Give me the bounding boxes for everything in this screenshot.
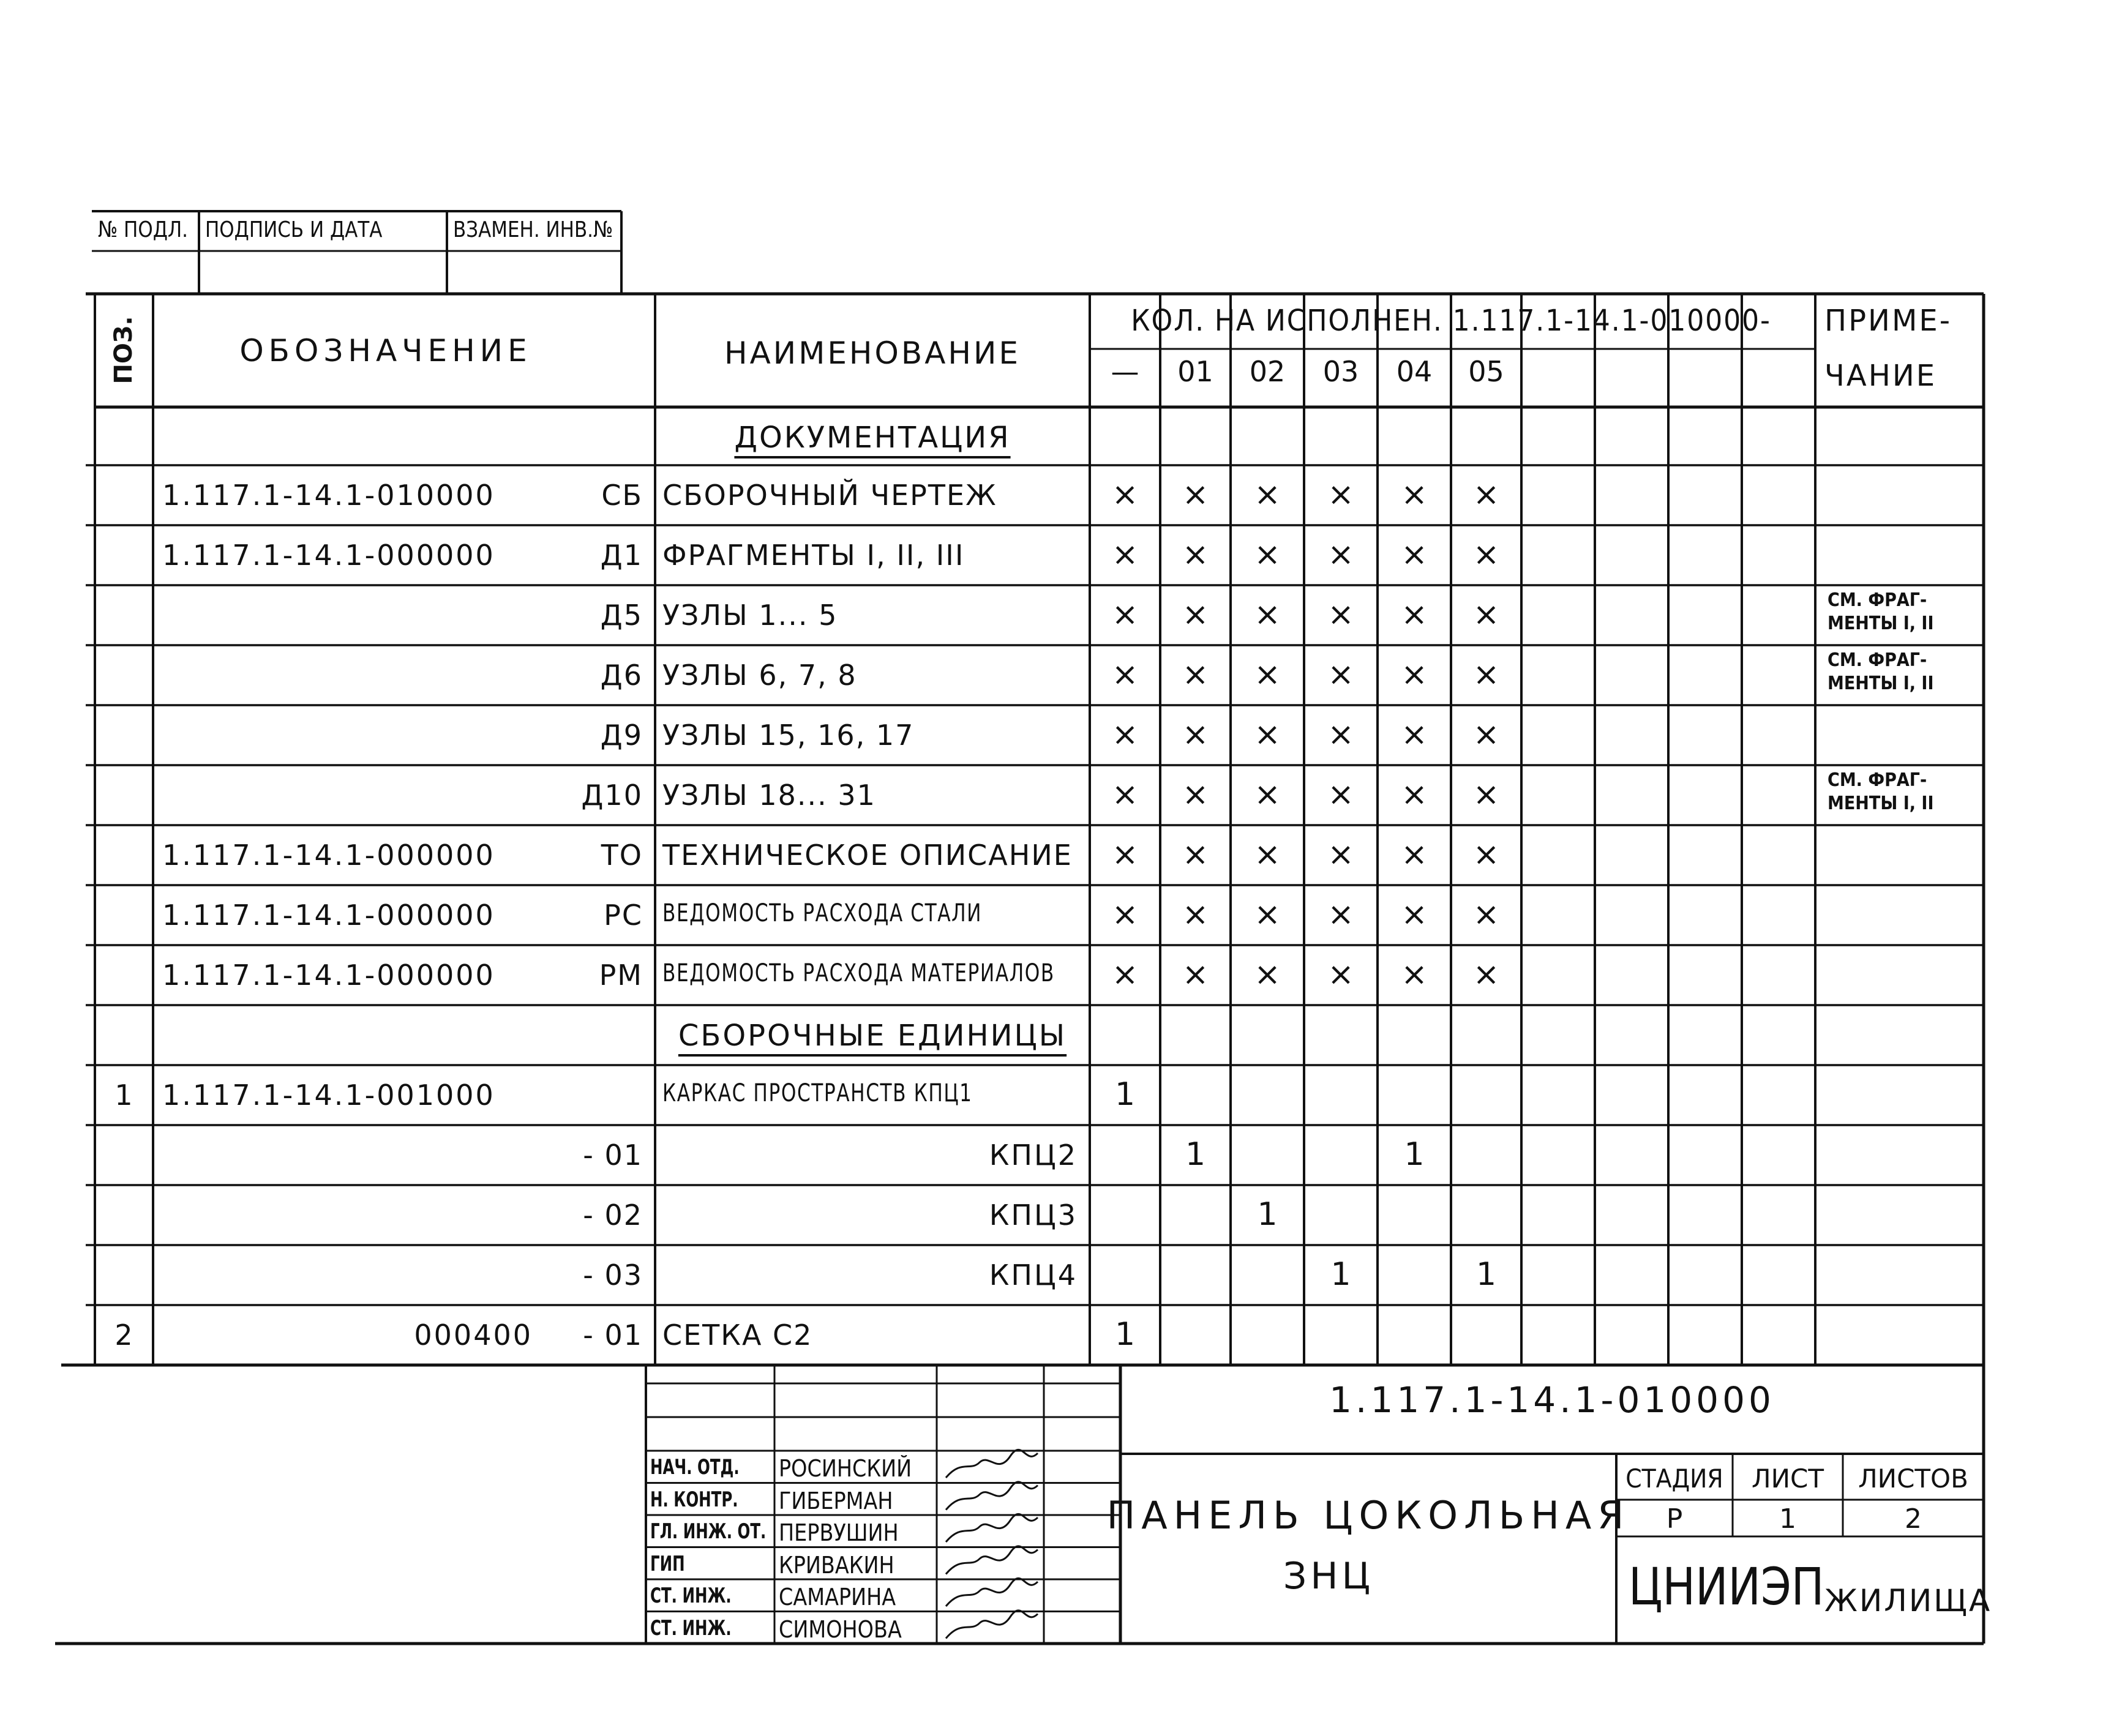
row-designation: 1.117.1-14.1-001000 (162, 1079, 495, 1112)
qty-cell: × (1254, 536, 1281, 573)
variant-header: 02 (1249, 355, 1286, 388)
name-header: НАИМЕНОВАНИЕ (724, 335, 1021, 371)
qty-cell: × (1182, 776, 1209, 813)
qty-cell: × (1182, 956, 1209, 993)
row-code: Д9 (600, 719, 643, 752)
signer-name: ГИБЕРМАН (779, 1487, 893, 1514)
designation-header: ОБОЗНАЧЕНИЕ (239, 333, 532, 369)
row-note: МЕНТЫ I, II (1828, 673, 1934, 694)
qty-cell: × (1111, 476, 1139, 513)
qty-cell: × (1472, 836, 1500, 873)
qty-header: КОЛ. НА ИСПОЛНЕН. 1.117.1-14.1-010000- (1131, 304, 1771, 338)
qty-cell: × (1401, 716, 1428, 753)
row-name: КПЦ4 (989, 1259, 1078, 1292)
qty-cell: × (1254, 476, 1281, 513)
row-name: КПЦ2 (989, 1139, 1078, 1172)
qty-cell: × (1472, 956, 1500, 993)
qty-cell: 1 (1475, 1256, 1497, 1293)
row-name: УЗЛЫ 15, 16, 17 (662, 719, 915, 752)
qty-cell: × (1182, 896, 1209, 933)
signer-name: САМАРИНА (779, 1584, 896, 1611)
row-code: - 03 (583, 1259, 643, 1292)
sheet-value: 1 (1779, 1503, 1796, 1535)
row-designation: 000400 (414, 1319, 533, 1352)
qty-cell: × (1472, 896, 1500, 933)
signer-role: ГЛ. ИНЖ. ОТ. (650, 1519, 767, 1544)
row-code: Д5 (600, 599, 643, 632)
qty-cell: × (1111, 836, 1139, 873)
qty-cell: × (1401, 896, 1428, 933)
qty-cell: × (1472, 476, 1500, 513)
stamp-label: № ПОДЛ. (98, 217, 189, 242)
signer-role: СТ. ИНЖ. (650, 1615, 732, 1641)
qty-cell: 1 (1114, 1076, 1136, 1113)
row-name: ДОКУМЕНТАЦИЯ (734, 421, 1011, 455)
drawing-title: ПАНЕЛЬ ЦОКОЛЬНАЯ (1106, 1493, 1630, 1538)
qty-cell: × (1182, 836, 1209, 873)
row-code: - 01 (583, 1319, 643, 1352)
row-code: Д1 (600, 539, 643, 572)
qty-cell: × (1254, 716, 1281, 753)
row-note: МЕНТЫ I, II (1828, 613, 1934, 634)
signer-role: ГИП (650, 1551, 685, 1576)
qty-cell: × (1472, 596, 1500, 633)
qty-cell: × (1401, 656, 1428, 693)
stamp-label: ВЗАМЕН. ИНВ.№ (453, 217, 613, 242)
row-code: - 02 (583, 1199, 643, 1232)
row-name: КПЦ3 (989, 1199, 1078, 1232)
row-code: Д6 (600, 659, 643, 692)
qty-cell: × (1472, 656, 1500, 693)
row-note: СМ. ФРАГ- (1828, 589, 1927, 611)
qty-cell: × (1111, 656, 1139, 693)
sheet-label: ЛИСТ (1752, 1464, 1824, 1494)
org-name: ЦНИИЭП (1629, 1557, 1824, 1617)
row-code: РС (604, 899, 643, 932)
qty-cell: × (1327, 536, 1354, 573)
qty-cell: × (1182, 656, 1209, 693)
row-designation: 1.117.1-14.1-000000 (162, 539, 495, 572)
qty-cell: × (1401, 836, 1428, 873)
row-note: СМ. ФРАГ- (1828, 769, 1927, 791)
qty-cell: × (1111, 536, 1139, 573)
row-name: ФРАГМЕНТЫ I, II, III (662, 539, 965, 572)
stage-value: Р (1666, 1503, 1683, 1535)
qty-cell: 1 (1185, 1136, 1206, 1173)
variant-header: 03 (1322, 355, 1359, 388)
qty-cell: × (1254, 896, 1281, 933)
qty-cell: × (1401, 536, 1428, 573)
row-name: УЗЛЫ 1... 5 (662, 599, 838, 632)
qty-cell: × (1182, 476, 1209, 513)
qty-cell: 1 (1404, 1136, 1425, 1173)
row-designation: 1.117.1-14.1-000000 (162, 839, 495, 872)
qty-cell: × (1327, 896, 1354, 933)
qty-cell: × (1401, 476, 1428, 513)
qty-cell: × (1327, 596, 1354, 633)
row-note: СМ. ФРАГ- (1828, 649, 1927, 671)
qty-cell: 1 (1114, 1316, 1136, 1353)
row-name: УЗЛЫ 6, 7, 8 (662, 659, 857, 692)
sheets-label: ЛИСТОВ (1858, 1464, 1968, 1494)
row-name: ВЕДОМОСТЬ РАСХОДА СТАЛИ (662, 899, 983, 927)
qty-cell: × (1111, 776, 1139, 813)
qty-cell: × (1401, 776, 1428, 813)
row-name: КАРКАС ПРОСТРАНСТВ КПЦ1 (662, 1079, 973, 1107)
qty-cell: × (1254, 596, 1281, 633)
row-designation: 1.117.1-14.1-000000 (162, 899, 495, 932)
qty-cell: × (1401, 596, 1428, 633)
row-code: СБ (601, 479, 643, 512)
qty-cell: × (1111, 716, 1139, 753)
stage-label: СТАДИЯ (1625, 1464, 1723, 1494)
doc-number: 1.117.1-14.1-010000 (1329, 1379, 1775, 1421)
variant-header: — (1111, 355, 1139, 388)
row-code: РМ (599, 959, 643, 992)
variant-header: 05 (1468, 355, 1504, 388)
row-name: ТЕХНИЧЕСКОЕ ОПИСАНИЕ (662, 839, 1073, 872)
qty-cell: × (1327, 836, 1354, 873)
qty-cell: × (1111, 896, 1139, 933)
qty-cell: × (1327, 776, 1354, 813)
qty-cell: × (1472, 716, 1500, 753)
qty-cell: 1 (1330, 1256, 1351, 1293)
signer-role: СТ. ИНЖ. (650, 1584, 732, 1608)
variant-header: 04 (1396, 355, 1433, 388)
qty-cell: × (1111, 596, 1139, 633)
row-pos: 1 (114, 1079, 133, 1112)
org-suffix: ЖИЛИЩА (1824, 1583, 1992, 1618)
signer-name: РОСИНСКИЙ (779, 1455, 912, 1482)
signer-role: Н. КОНТР. (650, 1487, 738, 1512)
note-header: ЧАНИЕ (1824, 359, 1937, 393)
qty-cell: × (1401, 956, 1428, 993)
qty-cell: × (1182, 596, 1209, 633)
row-designation: 1.117.1-14.1-000000 (162, 959, 495, 992)
row-pos: 2 (114, 1319, 133, 1352)
variant-header: 01 (1177, 355, 1213, 388)
qty-cell: × (1111, 956, 1139, 993)
row-name: СБОРОЧНЫЙ ЧЕРТЕЖ (662, 479, 997, 512)
qty-cell: × (1327, 716, 1354, 753)
qty-cell: 1 (1257, 1196, 1278, 1233)
qty-cell: × (1327, 656, 1354, 693)
qty-cell: × (1472, 536, 1500, 573)
drawing-title: ЗНЦ (1283, 1555, 1374, 1598)
signer-name: ПЕРВУШИН (779, 1519, 899, 1546)
qty-cell: × (1254, 776, 1281, 813)
row-code: - 01 (583, 1139, 643, 1172)
qty-cell: × (1254, 956, 1281, 993)
qty-cell: × (1472, 776, 1500, 813)
qty-cell: × (1254, 656, 1281, 693)
sheets-value: 2 (1905, 1503, 1922, 1535)
qty-cell: × (1327, 476, 1354, 513)
qty-cell: × (1182, 536, 1209, 573)
note-header: ПРИМЕ- (1824, 304, 1952, 338)
row-note: МЕНТЫ I, II (1828, 793, 1934, 814)
row-designation: 1.117.1-14.1-010000 (162, 479, 495, 512)
row-name: УЗЛЫ 18... 31 (662, 779, 876, 812)
qty-cell: × (1182, 716, 1209, 753)
signer-name: СИМОНОВА (779, 1615, 902, 1643)
row-code: ТО (601, 839, 643, 872)
signer-name: КРИВАКИН (779, 1551, 894, 1579)
signer-role: НАЧ. ОТД. (650, 1455, 740, 1480)
row-name: СЕТКА С2 (662, 1319, 813, 1352)
row-name: СБОРОЧНЫЕ ЕДИНИЦЫ (678, 1019, 1067, 1053)
stamp-label: ПОДПИСЬ И ДАТА (205, 217, 383, 242)
pos-header: ПОЗ. (110, 316, 138, 384)
qty-cell: × (1327, 956, 1354, 993)
qty-cell: × (1254, 836, 1281, 873)
row-name: ВЕДОМОСТЬ РАСХОДА МАТЕРИАЛОВ (662, 959, 1055, 987)
row-code: Д10 (581, 779, 643, 812)
